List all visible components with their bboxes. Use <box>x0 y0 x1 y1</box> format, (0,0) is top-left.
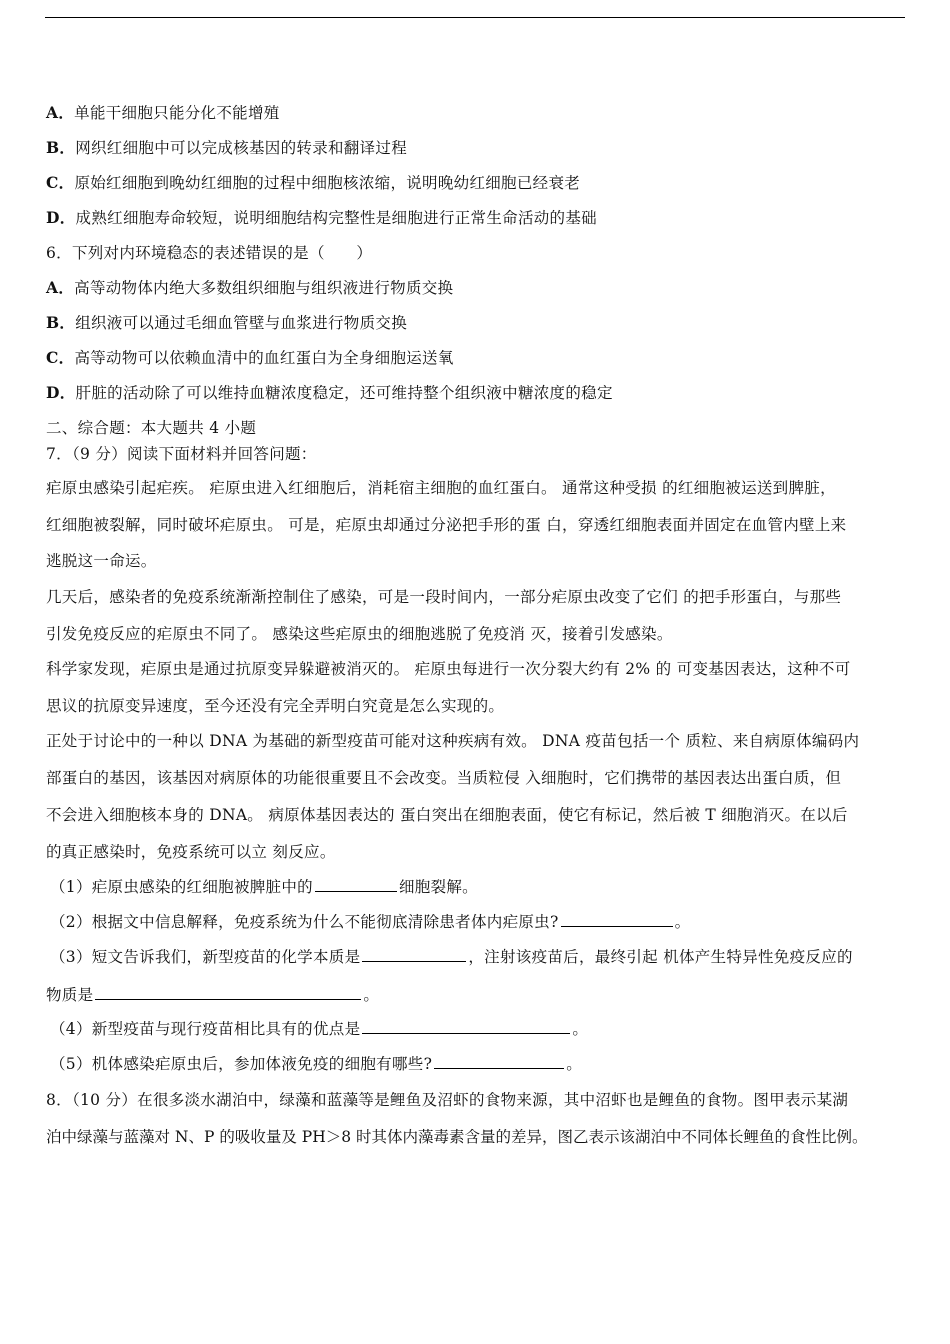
q6-option-d: D．肝脏的活动除了可以维持血糖浓度稳定，还可维持整个组织液中糖浓度的稳定 <box>46 383 613 402</box>
q7-passage-line: 科学家发现，疟原虫是通过抗原变异躲避被消灭的。 疟原虫每进行一次分裂大约有 2% 的 可变基因表达，这种不可 <box>46 660 851 678</box>
q7-sub3-continuation: 物质是 。 <box>46 986 380 1004</box>
header-rule <box>45 17 905 18</box>
q7-sub3: （3）短文告诉我们，新型疫苗的化学本质是 ，注射该疫苗后，最终引起 机体产生特异性免疫反应的 <box>50 948 853 966</box>
answer-blank[interactable] <box>362 1019 570 1034</box>
q7-sub4: （4）新型疫苗与现行疫苗相比具有的优点是 。 <box>50 1020 589 1038</box>
q7-passage-line: 几天后，感染者的免疫系统渐渐控制住了感染，可是一段时间内，一部分疟原虫改变了它们 的把手形蛋白，与那些 <box>46 588 842 606</box>
q7-sub5: （5）机体感染疟原虫后，参加体液免疫的细胞有哪些? 。 <box>50 1055 582 1073</box>
answer-blank[interactable] <box>561 912 673 927</box>
answer-blank[interactable] <box>434 1054 564 1069</box>
q5-option-b: B．网织红细胞中可以完成核基因的转录和翻译过程 <box>46 138 408 157</box>
q6-option-c: C．高等动物可以依赖血清中的血红蛋白为全身细胞运送氧 <box>46 348 454 367</box>
q7-passage-line: 引发免疫反应的疟原虫不同了。 感染这些疟原虫的细胞逃脱了免疫消 灭，接着引发感染。 <box>46 625 673 643</box>
q7-passage-line: 逃脱这一命运。 <box>46 552 157 570</box>
q7-passage-line: 的真正感染时，免疫系统可以立 刻反应。 <box>46 843 336 861</box>
q5-option-d: D．成熟红细胞寿命较短，说明细胞结构完整性是细胞进行正常生命活动的基础 <box>46 208 597 227</box>
q8-stem-line: 泊中绿藻与蓝藻对 N、P 的吸收量及 PH＞8 时其体内藻毒素含量的差异，图乙表示该湖泊中不同体长鲤鱼的食性比例。 <box>46 1128 868 1146</box>
q7-passage-line: 疟原虫感染引起疟疾。 疟原虫进入红细胞后，消耗宿主细胞的血红蛋白。 通常这种受损 的红细胞被运送到脾脏， <box>46 479 836 497</box>
q7-passage-line: 部蛋白的基因，该基因对病原体的功能很重要且不会改变。当质粒侵 入细胞时，它们携带的基因表达出蛋白质，但 <box>46 769 842 787</box>
q8-stem-line: 8．（10 分）在很多淡水湖泊中，绿藻和蓝藻等是鲤鱼及沼虾的食物来源，其中沼虾也是鲤鱼的食物。图甲表示某湖 <box>46 1091 849 1109</box>
q7-stem: 7．（9 分）阅读下面材料并回答问题： <box>46 445 317 463</box>
q7-passage-line: 不会进入细胞核本身的 DNA。 病原体基因表达的 蛋白突出在细胞表面，使它有标记，然后被 T 细胞消灭。在以后 <box>46 806 848 824</box>
q6-stem: 6．下列对内环境稳态的表述错误的是（ ） <box>46 244 373 262</box>
q6-option-b: B．组织液可以通过毛细血管壁与血浆进行物质交换 <box>46 313 408 332</box>
q7-passage-line: 思议的抗原变异速度，至今还没有完全弄明白究竟是怎么实现的。 <box>46 697 505 715</box>
q7-passage-line: 正处于讨论中的一种以 DNA 为基础的新型疫苗可能对这种疾病有效。 DNA 疫苗包括一个 质粒、来自病原体编码内 <box>46 732 860 750</box>
q7-sub2: （2）根据文中信息解释，免疫系统为什么不能彻底清除患者体内疟原虫? 。 <box>50 913 691 931</box>
answer-blank[interactable] <box>315 877 397 892</box>
q5-option-c: C．原始红细胞到晚幼红细胞的过程中细胞核浓缩，说明晚幼红细胞已经衰老 <box>46 173 581 192</box>
answer-blank[interactable] <box>362 947 466 962</box>
q6-option-a: A．高等动物体内绝大多数组织细胞与组织液进行物质交换 <box>46 278 454 297</box>
q5-option-a: A．单能干细胞只能分化不能增殖 <box>46 103 280 122</box>
q7-sub1: （1）疟原虫感染的红细胞被脾脏中的 细胞裂解。 <box>50 878 478 896</box>
q7-passage-line: 红细胞被裂解，同时破坏疟原虫。 可是，疟原虫却通过分泌把手形的蛋 白，穿透红细胞表面并固定在血管内壁上来 <box>46 516 847 534</box>
answer-blank[interactable] <box>95 985 361 1000</box>
section-heading: 二、综合题：本大题共 4 小题 <box>46 419 257 437</box>
